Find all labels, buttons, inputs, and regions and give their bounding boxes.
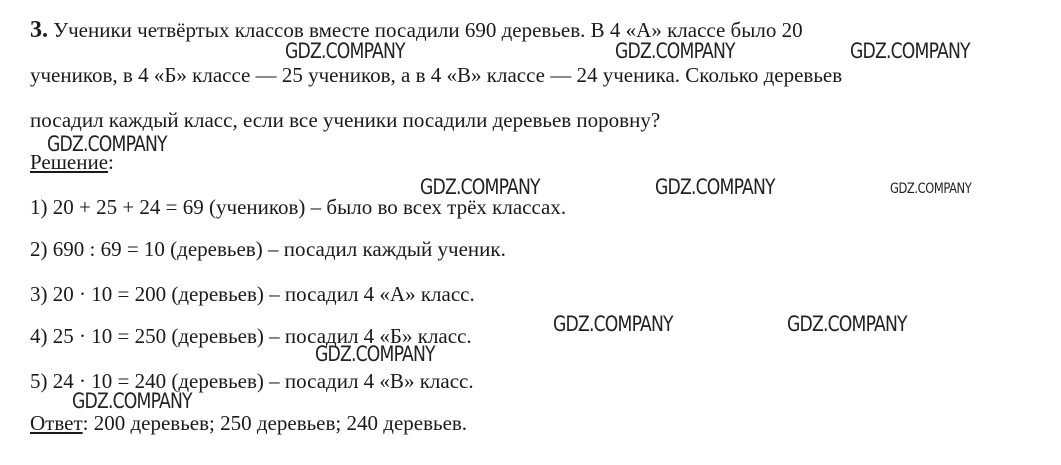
watermark: GDZ.COMPANY (553, 312, 673, 336)
watermark: GDZ.COMPANY (890, 181, 972, 197)
watermark: GDZ.COMPANY (787, 312, 907, 336)
watermark: GDZ.COMPANY (315, 342, 435, 366)
problem-line-2: учеников, в 4 «Б» классе — 25 учеников, а в 4 «В» классе — 24 ученика. Сколько деревьев (30, 63, 843, 87)
solution-step-3: 3) 20 · 10 = 200 (деревьев) – посадил 4 «А» класс. (30, 282, 475, 306)
answer-text: : 200 деревьев; 250 деревьев; 240 деревьев. (82, 411, 468, 435)
problem-line-3: посадил каждый класс, если все ученики посадили деревьев поровну? (30, 108, 661, 132)
solution-heading-label: Решение (30, 150, 109, 174)
problem-text-1: Ученики четвёртых классов вместе посадили 690 деревьев. В 4 «А» классе было 20 (53, 18, 803, 42)
solution-step-5: 5) 24 · 10 = 240 (деревьев) – посадил 4 «В» класс. (30, 369, 474, 393)
answer-label: Ответ (30, 411, 83, 435)
watermark: GDZ.COMPANY (615, 39, 735, 63)
solution-step-1: 1) 20 + 25 + 24 = 69 (учеников) – было во всех трёх классах. (30, 195, 567, 219)
problem-number: 3. (30, 17, 48, 43)
watermark: GDZ.COMPANY (72, 389, 192, 413)
watermark: GDZ.COMPANY (47, 132, 167, 156)
answer-line (30, 411, 467, 435)
watermark: GDZ.COMPANY (420, 175, 540, 199)
solution-heading-colon: : (108, 150, 114, 174)
watermark: GDZ.COMPANY (285, 39, 405, 63)
watermark: GDZ.COMPANY (655, 175, 775, 199)
solution-step-2: 2) 690 : 69 = 10 (деревьев) – посадил каждый ученик. (30, 237, 506, 261)
watermark: GDZ.COMPANY (850, 39, 970, 63)
solution-step-4: 4) 25 · 10 = 250 (деревьев) – посадил 4 «Б» класс. (30, 324, 472, 348)
